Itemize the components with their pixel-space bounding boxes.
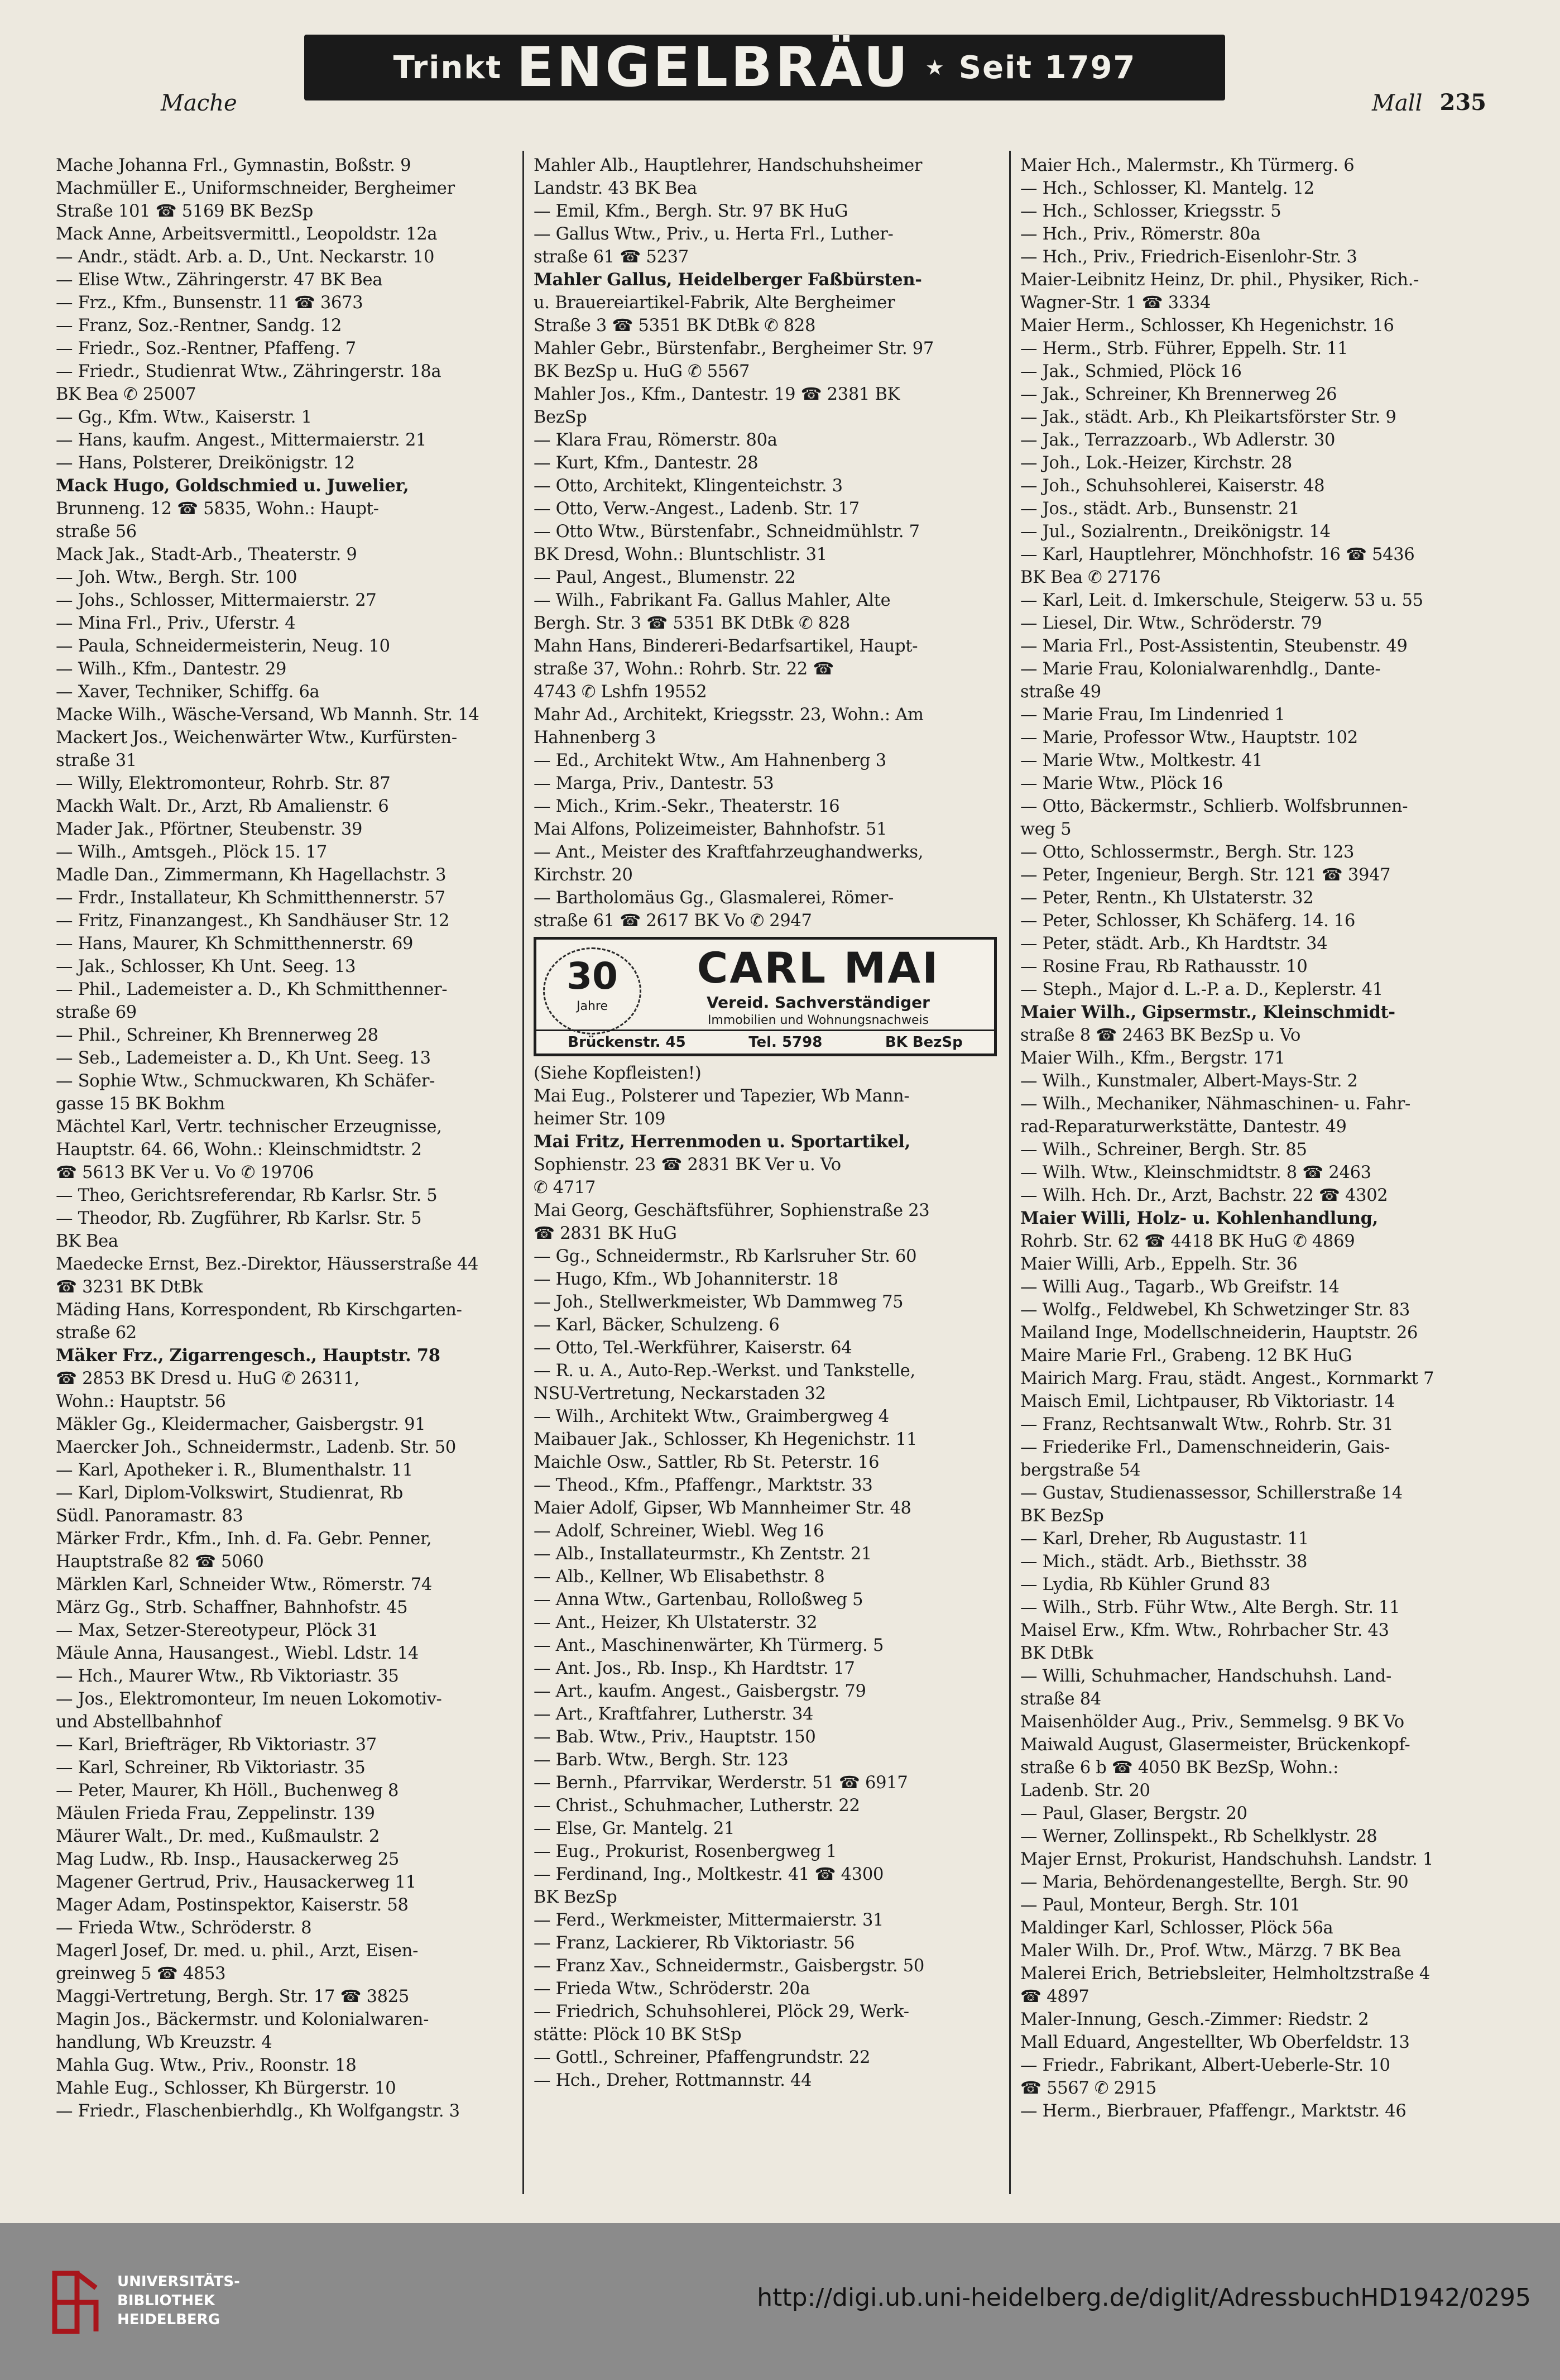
directory-entry: — Paul, Glaser, Bergstr. 20 [1020, 1804, 1247, 1823]
directory-entry: — Ant. Jos., Rb. Insp., Kh Hardtstr. 17 [534, 1659, 855, 1678]
directory-entry: — Friedr., Soz.-Rentner, Pfaffeng. 7 [56, 339, 356, 358]
directory-entry: u. Brauereiartikel-Fabrik, Alte Bergheimer [534, 293, 895, 313]
directory-entry: — Emil, Kfm., Bergh. Str. 97 BK HuG [534, 202, 848, 221]
directory-entry: — Hch., Priv., Römerstr. 80a [1020, 224, 1261, 244]
directory-entry: Wagner-Str. 1 ☎ 3334 [1020, 293, 1211, 313]
directory-entry: — Friedr., Flaschenbierhdlg., Kh Wolfgangstr. 3 [56, 2101, 460, 2121]
running-head-right: Mall [1372, 90, 1423, 116]
directory-entry: — Lydia, Rb Kühler Grund 83 [1020, 1575, 1270, 1594]
ad-title: Vereid. Sachverständiger [707, 993, 930, 1012]
directory-entry: — Ant., Meister des Kraftfahrzeughandwerks, [534, 842, 924, 862]
directory-entry: BezSp [534, 408, 587, 427]
directory-entry: — Christ., Schuhmacher, Lutherstr. 22 [534, 1796, 860, 1816]
directory-entry: Mäding Hans, Korrespondent, Rb Kirschgarten- [56, 1300, 462, 1320]
directory-entry: ☎ 4897 [1020, 1987, 1089, 2007]
directory-entry: — Hch., Maurer Wtw., Rb Viktoriastr. 35 [56, 1667, 399, 1686]
directory-entry: Machmüller E., Uniformschneider, Bergheimer [56, 179, 455, 198]
directory-entry: — Wilh., Kfm., Dantestr. 29 [56, 659, 287, 679]
directory-entry: Mäulen Frieda Frau, Zeppelinstr. 139 [56, 1804, 375, 1823]
directory-entry: — Hugo, Kfm., Wb Johanniterstr. 18 [534, 1270, 838, 1289]
directory-entry: Maisel Erw., Kfm. Wtw., Rohrbacher Str. 43 [1020, 1621, 1389, 1640]
directory-entry: ☎ 3231 BK DtBk [56, 1277, 203, 1297]
directory-entry: — Wilh., Fabrikant Fa. Gallus Mahler, Alte [534, 591, 891, 610]
laurel-wreath-icon [543, 947, 641, 1035]
directory-entry: Kirchstr. 20 [534, 865, 633, 885]
directory-entry: — Jak., Schmied, Plöck 16 [1020, 362, 1242, 381]
directory-entry: — Frdr., Installateur, Kh Schmitthennerstr. 57 [56, 888, 445, 908]
directory-entry: BK Bea [56, 1232, 118, 1251]
directory-entry: weg 5 [1020, 820, 1072, 839]
directory-entry: — Werner, Zollinspekt., Rb Schelklystr. 28 [1020, 1827, 1377, 1846]
directory-entry: straße 69 [56, 1003, 137, 1022]
directory-entry: Märker Frdr., Kfm., Inh. d. Fa. Gebr. Penner, [56, 1529, 432, 1549]
directory-entry: — Art., Kraftfahrer, Lutherstr. 34 [534, 1704, 814, 1724]
directory-entry: März Gg., Strb. Schaffner, Bahnhofstr. 45 [56, 1598, 408, 1617]
directory-entry: Bergh. Str. 3 ☎ 5351 BK DtBk ✆ 828 [534, 614, 850, 633]
directory-entry: Hauptstr. 64. 66, Wohn.: Kleinschmidtstr. 2 [56, 1140, 422, 1160]
engelbraeu-banner [304, 35, 1225, 100]
directory-entry: — Karl, Hauptlehrer, Mönchhofstr. 16 ☎ 5436 [1020, 545, 1415, 564]
directory-entry: ☎ 2853 BK Dresd u. HuG ✆ 26311, [56, 1369, 359, 1388]
library-name-line: HEIDELBERG [117, 2311, 220, 2328]
directory-entry: Mai Eug., Polsterer und Tapezier, Wb Mann- [534, 1086, 910, 1106]
directory-entry: Rohrb. Str. 62 ☎ 4418 BK HuG ✆ 4869 [1020, 1232, 1355, 1251]
directory-entry: Maler-Innung, Gesch.-Zimmer: Riedstr. 2 [1020, 2010, 1369, 2029]
column-2-entries-top [534, 154, 997, 932]
directory-entry: NSU-Vertretung, Neckarstaden 32 [534, 1384, 826, 1404]
directory-entry: — Otto, Bäckermstr., Schlierb. Wolfsbrunnen- [1020, 797, 1408, 816]
directory-entry: — Ferdinand, Ing., Moltkestr. 41 ☎ 4300 [534, 1865, 884, 1884]
ad-bank: BK BezSp [885, 1034, 963, 1051]
directory-entry: — Elise Wtw., Zähringerstr. 47 BK Bea [56, 270, 383, 290]
directory-entry: Maier Willi, Arb., Eppelh. Str. 36 [1020, 1254, 1298, 1274]
directory-entry: — Jul., Sozialrentn., Dreikönigstr. 14 [1020, 522, 1331, 542]
directory-entry: ☎ 2831 BK HuG [534, 1224, 677, 1243]
page-number: 235 [1439, 89, 1486, 116]
directory-entry: — Otto, Schlossermstr., Bergh. Str. 123 [1020, 842, 1355, 862]
banner-right-text: Seit 1797 [958, 49, 1136, 86]
library-name [117, 2272, 240, 2329]
directory-entry: — Peter, städt. Arb., Kh Hardtstr. 34 [1020, 934, 1328, 954]
directory-entry: — Xaver, Techniker, Schiffg. 6a [56, 682, 320, 702]
directory-entry: Brunneng. 12 ☎ 5835, Wohn.: Haupt- [56, 499, 379, 519]
running-head-left: Mache [161, 90, 237, 116]
directory-entry: Maier Wilh., Gipsermstr., Kleinschmidt- [1020, 1002, 1395, 1022]
column-divider [1009, 151, 1011, 2194]
directory-entry: — Peter, Schlosser, Kh Schäferg. 14. 16 [1020, 911, 1356, 931]
directory-entry: straße 6 b ☎ 4050 BK BezSp, Wohn.: [1020, 1758, 1339, 1778]
directory-entry: — Barb. Wtw., Bergh. Str. 123 [534, 1750, 789, 1770]
directory-entry: straße 62 [56, 1323, 137, 1343]
ad-telephone: Tel. 5798 [748, 1034, 823, 1051]
directory-entry: — Peter, Rentn., Kh Ulstaterstr. 32 [1020, 888, 1314, 908]
directory-entry: Mairich Marg. Frau, städt. Angest., Kornmarkt 7 [1020, 1369, 1434, 1388]
directory-entry: ✆ 4717 [534, 1178, 596, 1198]
directory-entry: — Theodor, Rb. Zugführer, Rb Karlsr. Str. 5 [56, 1209, 422, 1228]
directory-entry: Maichle Osw., Sattler, Rb St. Peterstr. 16 [534, 1453, 880, 1472]
directory-entry: — Mich., Krim.-Sekr., Theaterstr. 16 [534, 797, 840, 816]
directory-entry: — Andr., städt. Arb. a. D., Unt. Neckarstr. 10 [56, 247, 435, 267]
directory-entry: BK Bea ✆ 27176 [1020, 568, 1161, 587]
directory-entry: Mahle Eug., Schlosser, Kh Bürgerstr. 10 [56, 2079, 396, 2098]
directory-entry: Wohn.: Hauptstr. 56 [56, 1392, 226, 1411]
directory-entry: Mahler Alb., Hauptlehrer, Handschuhsheimer [534, 156, 923, 175]
directory-entry: Mackh Walt. Dr., Arzt, Rb Amalienstr. 6 [56, 797, 389, 816]
directory-entry: — Hch., Priv., Friedrich-Eisenlohr-Str. 3 [1020, 247, 1357, 267]
directory-entry: — Joh. Wtw., Bergh. Str. 100 [56, 568, 297, 587]
directory-entry: — Wilh., Kunstmaler, Albert-Mays-Str. 2 [1020, 1071, 1358, 1091]
directory-entry: Mäkler Gg., Kleidermacher, Gaisbergstr. 91 [56, 1415, 426, 1434]
directory-entry: — Wilh., Architekt Wtw., Graimbergweg 4 [534, 1407, 889, 1426]
directory-entry: — Otto, Architekt, Klingenteichstr. 3 [534, 476, 843, 496]
directory-entry: — Franz, Lackierer, Rb Viktoriastr. 56 [534, 1933, 855, 1953]
directory-entry: straße 31 [56, 751, 137, 770]
directory-entry: Maier Willi, Holz- u. Kohlenhandlung, [1020, 1208, 1379, 1228]
directory-entry: 4743 ✆ Lshfn 19552 [534, 682, 707, 702]
directory-column-3 [1020, 154, 1500, 2192]
directory-entry: Maler Wilh. Dr., Prof. Wtw., Märzg. 7 BK Bea [1020, 1941, 1401, 1961]
directory-entry: Maire Marie Frl., Grabeng. 12 BK HuG [1020, 1346, 1352, 1366]
directory-entry: — Wilh., Strb. Führ Wtw., Alte Bergh. Str. 11 [1020, 1598, 1400, 1617]
directory-entry: Macke Wilh., Wäsche-Versand, Wb Mannh. Str. 14 [56, 705, 479, 725]
directory-entry: — Wilh., Amtsgeh., Plöck 15. 17 [56, 842, 328, 862]
directory-entry: — Otto, Tel.-Werkführer, Kaiserstr. 64 [534, 1338, 852, 1358]
permalink-url[interactable]: http://digi.ub.uni-heidelberg.de/diglit/AdressbuchHD1942/0295 [757, 2283, 1531, 2312]
directory-entry: — Jos., Elektromonteur, Im neuen Lokomotiv- [56, 1689, 442, 1709]
directory-entry: — Gustav, Studienassessor, Schillerstraße 14 [1020, 1483, 1403, 1503]
directory-entry: Straße 3 ☎ 5351 BK DtBk ✆ 828 [534, 316, 816, 336]
directory-entry: Mackert Jos., Weichenwärter Wtw., Kurfürsten- [56, 728, 457, 748]
directory-entry: Mahler Jos., Kfm., Dantestr. 19 ☎ 2381 BK [534, 385, 900, 404]
directory-entry: — Karl, Leit. d. Imkerschule, Steigerw. 53 u. 55 [1020, 591, 1423, 610]
directory-entry: — Alb., Installateurmstr., Kh Zentstr. 21 [534, 1544, 872, 1564]
directory-entry: — Gallus Wtw., Priv., u. Herta Frl., Luther- [534, 224, 894, 244]
directory-entry: BK BezSp [1020, 1506, 1104, 1526]
banner-star-icon: ★ [925, 55, 944, 80]
directory-entry: Mahler Gebr., Bürstenfabr., Bergheimer Str. 97 [534, 339, 934, 358]
directory-entry: — Bab. Wtw., Priv., Hauptstr. 150 [534, 1727, 816, 1747]
directory-entry: Mai Fritz, Herrenmoden u. Sportartikel, [534, 1132, 911, 1152]
directory-entry: Märklen Karl, Schneider Wtw., Römerstr. 74 [56, 1575, 433, 1594]
directory-entry: — Karl, Schreiner, Rb Viktoriastr. 35 [56, 1758, 366, 1778]
banner-left-text: Trinkt [393, 49, 502, 86]
directory-entry: Hahnenberg 3 [534, 728, 656, 748]
directory-entry: — Jak., städt. Arb., Kh Pleikartsförster Str. 9 [1020, 408, 1396, 427]
directory-entry: — Franz Xav., Schneidermstr., Gaisbergstr. 50 [534, 1956, 924, 1976]
directory-entry: Mache Johanna Frl., Gymnastin, Boßstr. 9 [56, 156, 411, 175]
directory-entry: Magener Gertrud, Priv., Hausackerweg 11 [56, 1873, 416, 1892]
ad-years-label: Jahre [576, 999, 608, 1013]
directory-entry: — Hch., Schlosser, Kl. Mantelg. 12 [1020, 179, 1314, 198]
directory-entry: — Joh., Schuhsohlerei, Kaiserstr. 48 [1020, 476, 1325, 496]
banner-brand: ENGELBRÄU [516, 36, 911, 99]
directory-entry: — Bernh., Pfarrvikar, Werderstr. 51 ☎ 6917 [534, 1773, 908, 1793]
directory-entry: — Mina Frl., Priv., Uferstr. 4 [56, 614, 296, 633]
directory-entry: — Adolf, Schreiner, Wiebl. Weg 16 [534, 1521, 824, 1541]
directory-entry: — Jos., städt. Arb., Bunsenstr. 21 [1020, 499, 1300, 519]
library-footer [0, 2223, 1560, 2380]
directory-entry: stätte: Plöck 10 BK StSp [534, 2025, 742, 2044]
directory-entry: — Frieda Wtw., Schröderstr. 8 [56, 1918, 312, 1938]
directory-entry: Mall Eduard, Angestellter, Wb Oberfeldstr. 13 [1020, 2033, 1410, 2052]
directory-entry: Mader Jak., Pförtner, Steubenstr. 39 [56, 820, 363, 839]
directory-entry: — Friedr., Fabrikant, Albert-Ueberle-Str. 10 [1020, 2056, 1390, 2075]
directory-entry: Mahn Hans, Bindereri-Bedarfsartikel, Haupt- [534, 636, 918, 656]
directory-entry: straße 49 [1020, 682, 1101, 702]
directory-entry: — Fritz, Finanzangest., Kh Sandhäuser Str. 12 [56, 911, 450, 931]
directory-entry: BK BezSp [534, 1888, 617, 1907]
directory-entry: — Paul, Monteur, Bergh. Str. 101 [1020, 1895, 1301, 1915]
directory-entry: Mahler Gallus, Heidelberger Faßbürsten- [534, 270, 922, 290]
directory-entry: — Franz, Rechtsanwalt Wtw., Rohrb. Str. 31 [1020, 1415, 1394, 1434]
directory-entry: — Jak., Terrazzoarb., Wb Adlerstr. 30 [1020, 430, 1336, 450]
directory-entry: Maier Adolf, Gipser, Wb Mannheimer Str. 48 [534, 1498, 911, 1518]
directory-entry: — R. u. A., Auto-Rep.-Werkst. und Tankstelle, [534, 1361, 915, 1381]
university-library-logo-icon [45, 2269, 106, 2336]
directory-entry: — Wilh. Hch. Dr., Arzt, Bachstr. 22 ☎ 4302 [1020, 1186, 1388, 1205]
directory-entry: — Theod., Kfm., Pfaffengr., Marktstr. 33 [534, 1476, 873, 1495]
directory-entry: Mai Georg, Geschäftsführer, Sophienstraße 23 [534, 1201, 930, 1220]
directory-entry: BK Dresd, Wohn.: Bluntschlistr. 31 [534, 545, 827, 564]
directory-entry: Maisch Emil, Lichtpauser, Rb Viktoriastr. 14 [1020, 1392, 1395, 1411]
directory-entry: — Ed., Architekt Wtw., Am Hahnenberg 3 [534, 751, 886, 770]
directory-entry: — Karl, Bäcker, Schulzeng. 6 [534, 1315, 780, 1335]
directory-entry: — Wilh. Wtw., Kleinschmidtstr. 8 ☎ 2463 [1020, 1163, 1371, 1182]
directory-entry: — Wolfg., Feldwebel, Kh Schwetzinger Str. 83 [1020, 1300, 1410, 1320]
directory-entry: — Otto, Verw.-Angest., Ladenb. Str. 17 [534, 499, 860, 519]
directory-entry: — Kurt, Kfm., Dantestr. 28 [534, 453, 759, 473]
directory-entry: Madle Dan., Zimmermann, Kh Hagellachstr. 3 [56, 865, 447, 885]
directory-entry: — Rosine Frau, Rb Rathausstr. 10 [1020, 957, 1308, 976]
directory-entry: straße 61 ☎ 2617 BK Vo ✆ 2947 [534, 911, 812, 931]
directory-entry: — Marie Wtw., Moltkestr. 41 [1020, 751, 1263, 770]
directory-entry: — Jak., Schlosser, Kh Unt. Seeg. 13 [56, 957, 356, 976]
directory-column-1 [56, 154, 519, 2192]
directory-entry: — Paul, Angest., Blumenstr. 22 [534, 568, 796, 587]
directory-entry: — Max, Setzer-Stereotypeur, Plöck 31 [56, 1621, 378, 1640]
directory-entry: — Klara Frau, Römerstr. 80a [534, 430, 777, 450]
directory-entry: Majer Ernst, Prokurist, Handschuhsh. Landstr. 1 [1020, 1850, 1433, 1869]
directory-entry: Maisenhölder Aug., Priv., Semmelsg. 9 BK Vo [1020, 1712, 1404, 1732]
directory-entry: — Paula, Schneidermeisterin, Neug. 10 [56, 636, 390, 656]
directory-entry: — Karl, Dreher, Rb Augustastr. 11 [1020, 1529, 1309, 1549]
directory-entry: Mäurer Walt., Dr. med., Kußmaulstr. 2 [56, 1827, 380, 1846]
carl-mai-advertisement [534, 937, 997, 1056]
directory-entry: — Willi Aug., Tagarb., Wb Greifstr. 14 [1020, 1277, 1340, 1297]
directory-entry: — Ferd., Werkmeister, Mittermaierstr. 31 [534, 1910, 884, 1930]
directory-entry: (Siehe Kopfleisten!) [534, 1064, 702, 1083]
directory-entry: Maibauer Jak., Schlosser, Kh Hegenichstr. 11 [534, 1430, 918, 1449]
directory-entry: Straße 101 ☎ 5169 BK BezSp [56, 202, 313, 221]
directory-entry: — Willy, Elektromonteur, Rohrb. Str. 87 [56, 774, 391, 793]
directory-entry: Maiwald August, Glasermeister, Brückenkopf- [1020, 1735, 1410, 1755]
directory-entry: heimer Str. 109 [534, 1109, 666, 1129]
directory-entry: greinweg 5 ☎ 4853 [56, 1964, 226, 1984]
ad-company-name: CARL MAI [697, 943, 940, 993]
directory-entry: — Gg., Kfm. Wtw., Kaiserstr. 1 [56, 408, 312, 427]
directory-entry: — Bartholomäus Gg., Glasmalerei, Römer- [534, 888, 894, 908]
directory-entry: — Peter, Maurer, Kh Höll., Buchenweg 8 [56, 1781, 399, 1800]
directory-entry: gasse 15 BK Bokhm [56, 1094, 225, 1114]
directory-entry: — Ant., Maschinenwärter, Kh Türmerg. 5 [534, 1636, 884, 1655]
directory-entry: ☎ 5613 BK Ver u. Vo ✆ 19706 [56, 1163, 314, 1182]
directory-entry: BK DtBk [1020, 1644, 1093, 1663]
directory-entry: — Seb., Lademeister a. D., Kh Unt. Seeg. 13 [56, 1048, 431, 1068]
directory-entry: — Joh., Lok.-Heizer, Kirchstr. 28 [1020, 453, 1293, 473]
directory-entry: — Frieda Wtw., Schröderstr. 20a [534, 1979, 810, 1999]
directory-column-2 [534, 154, 997, 2192]
directory-entry: — Frz., Kfm., Bunsenstr. 11 ☎ 3673 [56, 293, 363, 313]
directory-entry: — Ant., Heizer, Kh Ulstaterstr. 32 [534, 1613, 818, 1632]
directory-entry: Südl. Panoramastr. 83 [56, 1506, 243, 1526]
directory-entry: — Sophie Wtw., Schmuckwaren, Kh Schäfer- [56, 1071, 435, 1091]
directory-entry: Maier Herm., Schlosser, Kh Hegenichstr. 16 [1020, 316, 1394, 336]
directory-entry: Maier-Leibnitz Heinz, Dr. phil., Physiker, Rich.- [1020, 270, 1419, 290]
directory-entry: — Anna Wtw., Gartenbau, Rolloßweg 5 [534, 1590, 863, 1610]
directory-entry: — Marga, Priv., Dantestr. 53 [534, 774, 774, 793]
directory-entry: — Else, Gr. Mantelg. 21 [534, 1819, 735, 1838]
directory-entry: — Karl, Apotheker i. R., Blumenthalstr. 11 [56, 1460, 413, 1480]
directory-entry: Magerl Josef, Dr. med. u. phil., Arzt, Eisen- [56, 1941, 419, 1961]
directory-entry: Sophienstr. 23 ☎ 2831 BK Ver u. Vo [534, 1155, 841, 1175]
column-2-entries-bottom [534, 1062, 997, 2092]
directory-entry: Mäule Anna, Hausangest., Wiebl. Ldstr. 14 [56, 1644, 419, 1663]
directory-entry: — Maria, Behördenangestellte, Bergh. Str. 90 [1020, 1873, 1409, 1892]
directory-entry: Maier Hch., Malermstr., Kh Türmerg. 6 [1020, 156, 1355, 175]
directory-entry: Maercker Joh., Schneidermstr., Ladenb. Str. 50 [56, 1438, 456, 1457]
directory-entry: — Franz, Soz.-Rentner, Sandg. 12 [56, 316, 342, 336]
directory-entry: Mack Hugo, Goldschmied u. Juwelier, [56, 476, 409, 496]
directory-entry: Maldinger Karl, Schlosser, Plöck 56a [1020, 1918, 1333, 1938]
ad-street: Brückenstr. 45 [568, 1034, 686, 1051]
directory-entry: — Hans, Polsterer, Dreikönigstr. 12 [56, 453, 355, 473]
directory-entry: — Jak., Schreiner, Kh Brennerweg 26 [1020, 385, 1337, 404]
directory-entry: — Hch., Dreher, Rottmannstr. 44 [534, 2071, 812, 2090]
directory-entry: Mäker Frz., Zigarrengesch., Hauptstr. 78 [56, 1345, 440, 1366]
directory-entry: straße 56 [56, 522, 137, 542]
directory-entry: Landstr. 43 BK Bea [534, 179, 697, 198]
directory-entry: — Gottl., Schreiner, Pfaffengrundstr. 22 [534, 2048, 871, 2067]
directory-entry: Mager Adam, Postinspektor, Kaiserstr. 58 [56, 1895, 409, 1915]
directory-entry: — Joh., Stellwerkmeister, Wb Dammweg 75 [534, 1292, 904, 1312]
directory-entry: — Otto Wtw., Bürstenfabr., Schneidmühlstr. 7 [534, 522, 920, 542]
directory-entry: Mack Jak., Stadt-Arb., Theaterstr. 9 [56, 545, 357, 564]
ad-services: Immobilien und Wohnungsnachweis [707, 1013, 929, 1027]
directory-entry: — Wilh., Schreiner, Bergh. Str. 85 [1020, 1140, 1307, 1160]
directory-entry: — Marie, Professor Wtw., Hauptstr. 102 [1020, 728, 1358, 748]
directory-entry: BK Bea ✆ 25007 [56, 385, 196, 404]
directory-entry: — Phil., Schreiner, Kh Brennerweg 28 [56, 1026, 378, 1045]
directory-entry: Mahla Gug. Wtw., Priv., Roonstr. 18 [56, 2056, 357, 2075]
directory-entry: — Gg., Schneidermstr., Rb Karlsruher Str. 60 [534, 1247, 917, 1266]
directory-entry: — Wilh., Mechaniker, Nähmaschinen- u. Fahr- [1020, 1094, 1411, 1114]
directory-entry: Hauptstraße 82 ☎ 5060 [56, 1552, 264, 1572]
directory-entry: — Karl, Diplom-Volkswirt, Studienrat, Rb [56, 1483, 403, 1503]
directory-entry: — Friederike Frl., Damenschneiderin, Gais- [1020, 1438, 1390, 1457]
directory-entry: — Peter, Ingenieur, Bergh. Str. 121 ☎ 3947 [1020, 865, 1391, 885]
directory-entry: — Mich., städt. Arb., Biethsstr. 38 [1020, 1552, 1308, 1572]
directory-entry: Malerei Erich, Betriebsleiter, Helmholtzstraße 4 [1020, 1964, 1430, 1984]
directory-entry: handlung, Wb Kreuzstr. 4 [56, 2033, 272, 2052]
directory-entry: — Marie Wtw., Plöck 16 [1020, 774, 1223, 793]
directory-entry: Mag Ludw., Rb. Insp., Hausackerweg 25 [56, 1850, 399, 1869]
column-divider [522, 151, 524, 2194]
directory-entry: — Marie Frau, Kolonialwarenhdlg., Dante- [1020, 659, 1381, 679]
library-name-line: BIBLIOTHEK [117, 2292, 215, 2309]
directory-entry: Mächtel Karl, Vertr. technischer Erzeugnisse, [56, 1117, 442, 1137]
directory-entry: Maier Wilh., Kfm., Bergstr. 171 [1020, 1048, 1285, 1068]
directory-entry: — Hans, kaufm. Angest., Mittermaierstr. 21 [56, 430, 427, 450]
directory-entry: — Alb., Kellner, Wb Elisabethstr. 8 [534, 1567, 825, 1587]
directory-entry: Mack Anne, Arbeitsvermittl., Leopoldstr. 12a [56, 224, 438, 244]
directory-entry: Ladenb. Str. 20 [1020, 1781, 1150, 1800]
directory-entry: — Maria Frl., Post-Assistentin, Steubenstr. 49 [1020, 636, 1408, 656]
directory-entry: — Willi, Schuhmacher, Handschuhsh. Land- [1020, 1667, 1392, 1686]
directory-entry: Maedecke Ernst, Bez.-Direktor, Häusserstraße 44 [56, 1254, 479, 1274]
directory-entry: rad-Reparaturwerkstätte, Dantestr. 49 [1020, 1117, 1347, 1137]
directory-entry: — Theo, Gerichtsreferendar, Rb Karlsr. Str. 5 [56, 1186, 438, 1205]
directory-entry: straße 37, Wohn.: Rohrb. Str. 22 ☎ [534, 659, 834, 679]
directory-entry: — Steph., Major d. L.-P. a. D., Keplerstr. 41 [1020, 980, 1383, 999]
directory-entry: — Marie Frau, Im Lindenried 1 [1020, 705, 1285, 725]
directory-entry: — Friedrich, Schuhsohlerei, Plöck 29, Werk- [534, 2002, 909, 2022]
directory-entry: und Abstellbahnhof [56, 1712, 222, 1732]
directory-entry: bergstraße 54 [1020, 1460, 1141, 1480]
ad-contact-line [536, 1029, 994, 1053]
directory-entry: — Johs., Schlosser, Mittermaierstr. 27 [56, 591, 377, 610]
directory-entry: Magin Jos., Bäckermstr. und Kolonialwaren- [56, 2010, 429, 2029]
directory-entry: straße 8 ☎ 2463 BK BezSp u. Vo [1020, 1026, 1301, 1045]
directory-entry: Mahr Ad., Architekt, Kriegsstr. 23, Wohn.: Am [534, 705, 924, 725]
directory-entry: straße 84 [1020, 1689, 1101, 1709]
directory-entry: — Hch., Schlosser, Kriegsstr. 5 [1020, 202, 1281, 221]
ad-years: 30 [567, 955, 618, 998]
directory-entry: ☎ 5567 ✆ 2915 [1020, 2079, 1156, 2098]
directory-entry: Mailand Inge, Modellschneiderin, Hauptstr. 26 [1020, 1323, 1418, 1343]
directory-entry: straße 61 ☎ 5237 [534, 247, 689, 267]
directory-entry: — Hans, Maurer, Kh Schmitthennerstr. 69 [56, 934, 414, 954]
directory-entry: BK BezSp u. HuG ✆ 5567 [534, 362, 750, 381]
directory-entry: Maggi-Vertretung, Bergh. Str. 17 ☎ 3825 [56, 1987, 409, 2007]
directory-entry: — Herm., Strb. Führer, Eppelh. Str. 11 [1020, 339, 1348, 358]
directory-entry: — Karl, Briefträger, Rb Viktoriastr. 37 [56, 1735, 377, 1755]
directory-entry: Mai Alfons, Polizeimeister, Bahnhofstr. 51 [534, 820, 887, 839]
directory-entry: — Friedr., Studienrat Wtw., Zähringerstr. 18a [56, 362, 441, 381]
directory-entry: — Liesel, Dir. Wtw., Schröderstr. 79 [1020, 614, 1322, 633]
directory-entry: — Phil., Lademeister a. D., Kh Schmitthenner- [56, 980, 448, 999]
library-name-line: UNIVERSITÄTS- [117, 2273, 240, 2290]
directory-entry: — Art., kaufm. Angest., Gaisbergstr. 79 [534, 1682, 866, 1701]
directory-entry: — Herm., Bierbrauer, Pfaffengr., Marktstr. 46 [1020, 2101, 1407, 2121]
directory-entry: — Eug., Prokurist, Rosenbergweg 1 [534, 1842, 837, 1861]
